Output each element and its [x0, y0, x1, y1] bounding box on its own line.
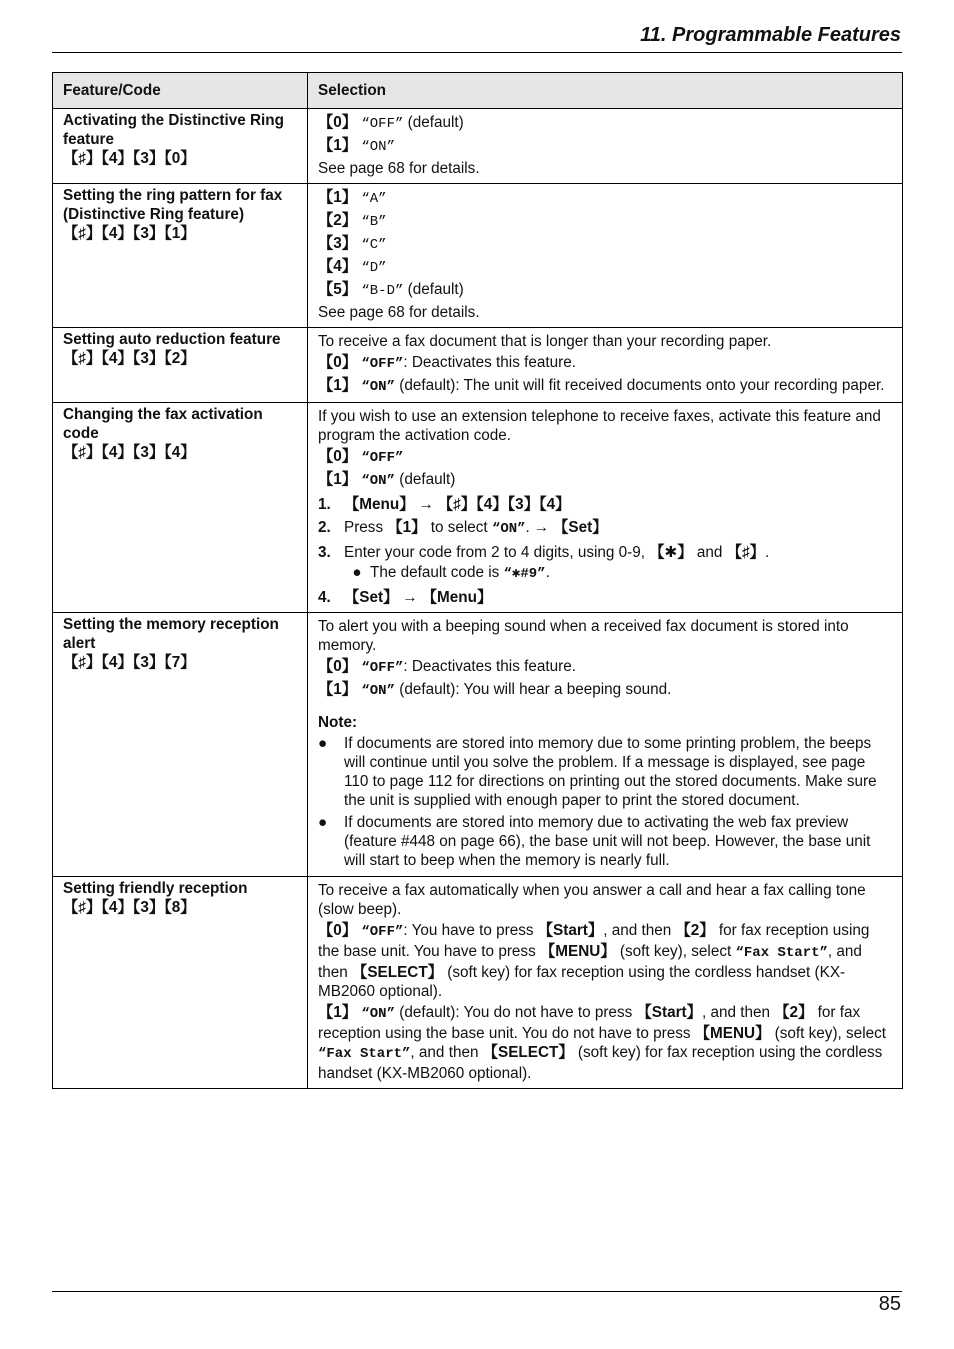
option-line — [318, 136, 892, 157]
table-row — [53, 109, 903, 184]
start-key: 【Start】 — [636, 1004, 702, 1021]
display-value: “C” — [361, 237, 387, 253]
menu-key: 【Menu】 — [421, 589, 493, 606]
feature-code: 【♯】【4】【3】【0】 — [63, 150, 196, 167]
star-key: 【✱】 — [649, 544, 693, 561]
selection-cell — [308, 877, 903, 1089]
step-1 — [318, 495, 892, 514]
display-value: “OFF” — [361, 924, 404, 940]
option-text: (soft key), select — [770, 1025, 886, 1042]
display-value: “OFF” — [361, 450, 404, 466]
menu-key: 【MENU】 — [539, 943, 616, 960]
key-label: 【5】 — [318, 281, 358, 298]
display-value: “✱#9” — [503, 566, 546, 582]
feature-code: 【♯】【4】【3】【2】 — [63, 350, 196, 367]
feature-code: 【♯】【4】【3】【1】 — [63, 225, 196, 242]
key-label: 【0】 — [318, 448, 358, 465]
option-line — [318, 257, 892, 278]
key-label: 【0】 — [318, 114, 358, 131]
option-text: : You have to press — [403, 922, 538, 939]
intro-text: To receive a fax document that is longer than your recording paper. — [318, 333, 772, 350]
select-key: 【SELECT】 — [352, 964, 443, 981]
selection-cell — [308, 403, 903, 613]
step-text-part: and — [692, 544, 727, 561]
step-text-part: . — [545, 564, 550, 581]
table-header-row — [53, 73, 903, 109]
option-line — [318, 376, 892, 397]
note-bullet — [318, 813, 892, 870]
key-label: 【1】 — [318, 681, 358, 698]
feature-name: Setting the memory reception alert — [63, 616, 279, 652]
step-text-part: to select — [426, 519, 492, 536]
option-text: , and then — [603, 922, 676, 939]
bullet-icon: ● — [318, 735, 328, 752]
step-text — [344, 495, 892, 514]
display-value: “Fax Start” — [735, 945, 828, 961]
option-text: , and then — [318, 943, 862, 981]
see-page-text: See page 68 for details. — [318, 304, 480, 321]
arrow-icon: → — [533, 519, 550, 536]
option-line — [318, 234, 892, 255]
step-number: 3. — [318, 544, 331, 561]
option-line — [318, 657, 892, 678]
step-4 — [318, 588, 892, 607]
selection-cell — [308, 109, 903, 184]
feature-name: Setting friendly reception — [63, 880, 248, 897]
option-text: (default): The unit will fit received documents onto your recording paper. — [394, 377, 885, 394]
option-line — [318, 680, 892, 701]
option-line — [318, 113, 892, 134]
display-value: “ON” — [361, 1006, 395, 1022]
step-text — [344, 518, 892, 539]
display-value: “OFF” — [361, 660, 404, 676]
key-label: 【3】 — [318, 235, 358, 252]
selection-cell — [308, 613, 903, 877]
step-text-part: The default code is — [370, 564, 504, 581]
feature-cell — [53, 403, 308, 613]
display-value: “Fax Start” — [318, 1046, 411, 1062]
set-key: 【Set】 — [344, 589, 399, 606]
note-text: If documents are stored into memory due to some printing problem, the beeps will continue until you solve the problem. If a message is displayed, see page 110 to page 112 for directions on printing out the stored documents. Make sure the unit is supplied with enough paper to print the stored document. — [344, 735, 877, 809]
option-text: , and then — [701, 1004, 775, 1021]
feature-name: Setting the ring pattern for fax (Distinctive Ring feature) — [63, 187, 283, 223]
table-row — [53, 184, 903, 328]
feature-cell — [53, 184, 308, 328]
note-bullet — [318, 734, 892, 810]
feature-code: 【♯】【4】【3】【7】 — [63, 654, 196, 671]
key-label: 【1】 — [318, 471, 358, 488]
feature-name: Setting auto reduction feature — [63, 331, 281, 348]
option-line — [318, 188, 892, 209]
feature-cell — [53, 877, 308, 1089]
option-text: : Deactivates this feature. — [403, 354, 576, 371]
feature-code-keys: 【♯】【4】【3】【4】 — [437, 496, 571, 513]
key-label: 【0】 — [318, 922, 358, 939]
option-text: (default) — [403, 281, 464, 298]
key-label: 【1】 — [318, 1004, 358, 1021]
display-value: “B” — [361, 214, 387, 230]
hash-key: 【♯】 — [726, 544, 765, 561]
bullet-icon: ● — [318, 814, 328, 831]
option-text: for fax reception using the base unit. You do not have to press — [318, 1004, 861, 1042]
option-text: (default): You will hear a beeping sound. — [394, 681, 672, 698]
start-key: 【Start】 — [537, 922, 604, 939]
key-label: 【4】 — [318, 258, 358, 275]
step-2 — [318, 518, 892, 539]
intro-text: To receive a fax automatically when you answer a call and hear a fax calling tone (slow beep). — [318, 882, 866, 918]
sub-bullet-text — [370, 563, 550, 584]
see-page-text: See page 68 for details. — [318, 160, 480, 177]
key-label: 【2】 — [675, 922, 715, 939]
column-header-selection: Selection — [308, 73, 903, 109]
display-value: “ON” — [491, 521, 526, 537]
selection-cell — [308, 184, 903, 328]
feature-cell — [53, 109, 308, 184]
display-value: “A” — [361, 191, 387, 207]
option-paragraph — [318, 1003, 892, 1083]
table-row — [53, 403, 903, 613]
arrow-icon: → — [402, 589, 418, 606]
table-row — [53, 328, 903, 403]
feature-cell — [53, 328, 308, 403]
display-value: “ON” — [361, 379, 395, 395]
bullet-icon: ● — [352, 564, 362, 581]
page-number: 85 — [878, 1293, 901, 1315]
arrow-icon: → — [418, 496, 434, 513]
key-label: 【2】 — [318, 212, 358, 229]
option-line — [318, 470, 892, 491]
set-key: 【Set】 — [553, 519, 608, 536]
key-label: 【0】 — [318, 354, 358, 371]
display-value: “ON” — [361, 473, 395, 489]
display-value: “B-D” — [361, 283, 404, 299]
table-row — [53, 877, 903, 1089]
step-text-part: Press — [344, 519, 388, 536]
option-text: : Deactivates this feature. — [403, 658, 576, 675]
step-text-part: Enter your code from 2 to 4 digits, using 0-9, — [344, 544, 650, 561]
menu-key: 【MENU】 — [694, 1025, 771, 1042]
option-text: (soft key) for fax reception using the cordless handset (KX-MB2060 optional). — [318, 1044, 883, 1082]
feature-cell — [53, 613, 308, 877]
footer-divider — [52, 1291, 902, 1292]
step-number: 1. — [318, 496, 331, 513]
feature-name: Changing the fax activation code — [63, 406, 263, 442]
step-text-part: . — [525, 519, 530, 536]
key-label: 【0】 — [318, 658, 358, 675]
selection-cell — [308, 328, 903, 403]
feature-name: Activating the Distinctive Ring feature — [63, 112, 284, 148]
display-value: “OFF” — [361, 116, 404, 132]
option-text: (default): You do not have to press — [394, 1004, 637, 1021]
display-value: “OFF” — [361, 356, 404, 372]
sub-bullet — [344, 563, 892, 584]
option-text: (default) — [394, 471, 456, 488]
menu-key: 【Menu】 — [344, 496, 415, 513]
feature-table — [52, 72, 903, 1089]
note-heading: Note: — [318, 714, 358, 731]
page-section-title: 11. Programmable Features — [640, 24, 901, 46]
display-value: “ON” — [361, 683, 395, 699]
display-value: “D” — [361, 260, 387, 276]
step-number: 4. — [318, 589, 331, 606]
option-text: , and then — [410, 1044, 483, 1061]
step-number: 2. — [318, 519, 331, 536]
key-label: 【1】 — [318, 189, 358, 206]
key-label: 【1】 — [318, 377, 358, 394]
key-label: 【1】 — [318, 137, 358, 154]
step-text — [344, 588, 892, 607]
display-value: “ON” — [361, 139, 395, 155]
option-text: (default) — [403, 114, 464, 131]
step-3 — [318, 543, 892, 584]
feature-code: 【♯】【4】【3】【8】 — [63, 899, 196, 916]
option-line — [318, 211, 892, 232]
option-line — [318, 280, 892, 301]
key-label: 【2】 — [774, 1004, 814, 1021]
intro-text: To alert you with a beeping sound when a received fax document is stored into memory. — [318, 618, 849, 654]
option-text: for fax reception using the base unit. You have to press — [318, 922, 870, 960]
header-divider — [52, 52, 902, 53]
intro-text: If you wish to use an extension telephone to receive faxes, activate this feature and program the activation code. — [318, 408, 881, 444]
table-row — [53, 613, 903, 877]
option-line — [318, 447, 892, 468]
option-text: (soft key) for fax reception using the cordless handset (KX-MB2060 optional). — [318, 964, 846, 1000]
column-header-feature: Feature/Code — [53, 73, 308, 109]
option-text: (soft key), select — [615, 943, 736, 960]
feature-code: 【♯】【4】【3】【4】 — [63, 444, 196, 461]
select-key: 【SELECT】 — [482, 1044, 574, 1061]
option-paragraph — [318, 921, 892, 1001]
note-text: If documents are stored into memory due to activating the web fax preview (feature #448 on page 66), the base unit will not beep. However, the base unit will start to beep when the memory is nearly full. — [344, 814, 871, 869]
key-label: 【1】 — [387, 519, 427, 536]
option-line — [318, 353, 892, 374]
step-text-part: . — [764, 544, 770, 561]
step-text — [344, 543, 892, 584]
